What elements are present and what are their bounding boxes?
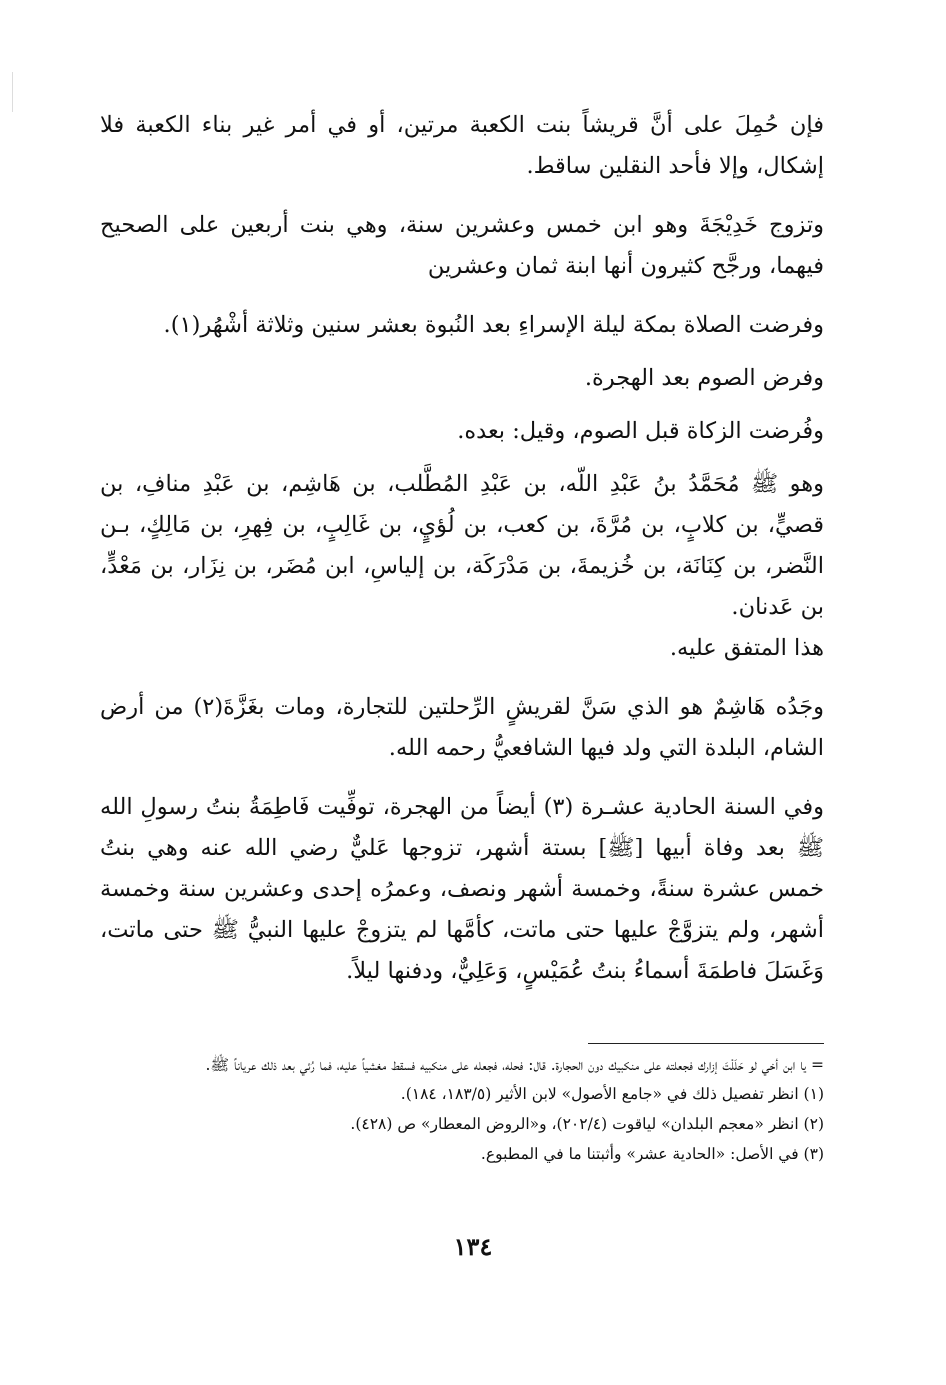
paragraph-sawm: وفرض الصوم بعد الهجرة. — [584, 365, 824, 391]
paragraph-hashim: وجَدُه هَاشِمٌ هو الذي سَنَّ لقريشٍ الرِّحلتين للتجارة، ومات بغَزَّةَ(٢) من أرض الشام، البلدة التي ولد فيها الشافعيُّ رحمه الله. — [100, 694, 824, 761]
page-number: ١٣٤ — [453, 1232, 493, 1261]
footnote-3: (٣) في الأصل: «الحادية عشر» وأثبتنا ما في المطبوع. — [480, 1145, 824, 1163]
footnotes — [100, 1052, 824, 1169]
paragraph-zakat: وفُرضت الزكاة قبل الصوم، وقيل: بعده. — [457, 418, 824, 444]
footnote-1: (١) انظر تفصيل ذلك في «جامع الأصول» لابن الأثير (١٨٣/٥، ١٨٤). — [400, 1085, 824, 1103]
footnote-divider — [588, 1043, 824, 1044]
paragraph-lineage: وهو ﷺ مُحَمَّدُ بنُ عَبْدِ اللّه، بن عَبْدِ المُطَّلب، بن هَاشِم، بن عَبْدِ منافِ، بن قصيٍّ، بن كلابٍ، بن مُرَّةَ، بن كعب، بن لُؤيٍ، بن غَالِبٍ، بن فِهرِ، بن مَالِكٍ، بـن النَّضر، بن كِنَانَة، بن خُزيمةَ، بن مَدْرَكَة، بن إلياسِ، ابن مُضَر، بن نِزَار، بن مَعْدٍّ، بن عَدنان. — [100, 471, 824, 620]
footnote-2: (٢) انظر «معجم البلدان» لياقوت (٢٠٢/٤)، و«الروض المعطار» ص (٤٢٨). — [350, 1115, 824, 1133]
paragraph-salat: وفرضت الصلاة بمكة ليلة الإسراءِ بعد النُبوة بعشر سنين وثلاثة أشْهُر(١). — [163, 312, 824, 338]
paragraph-agreed: هذا المتفق عليه. — [669, 635, 824, 661]
scan-mark — [12, 72, 13, 112]
paragraph-quraysh-kaaba: فإن حُمِلَ على أنَّ قريشاً بنت الكعبة مرتين، أو في أمر غير بناء الكعبة فلا إشكال، وإلا فأحد النقلين ساقط. — [100, 112, 824, 179]
paragraph-khadija: وتزوج خَدِيْجَةَ وهو ابن خمس وعشرين سنة، وهي بنت أربعين على الصحيح فيهما، ورجَّح كثيرون أنها ابنة ثمان وعشرين — [100, 212, 824, 279]
paragraph-fatima: وفي السنة الحادية عشـرة (٣) أيضاً من الهجرة، توفِّيت فَاطِمَةُ بنتُ رسولِ الله ﷺ بعد وفاة أبيها [ﷺ] بستة أشهر، تزوجها عَليٌّ رضي الله عنه وهي بنتُ خمس عشرة سنةً، وخمسة أشهر ونصف، وعمرُه إحدى وعشرين سنة وخمسة أشهر، ولم يتزوَّجْ عليها حتى ماتت، كأمَّها لم يتزوجْ عليها النبيُّ ﷺ حتى ماتت، وَغَسَلَ فاطمَةَ أسماءُ بنتُ عُمَيْسٍ، وَعَلِيٌّ، ودفنها ليلاً. — [100, 794, 824, 984]
footnote-continuation: = يا ابن أخي لو حَلَلْتَ إزارك فجعلته على منكبيك دون الحجارة. قال: فحله، فجعله على منكبيه فسقط مغشياً عليه، فما رُئي بعد ذلك عرياناً ﷺ. — [205, 1056, 824, 1074]
main-text — [100, 105, 824, 992]
